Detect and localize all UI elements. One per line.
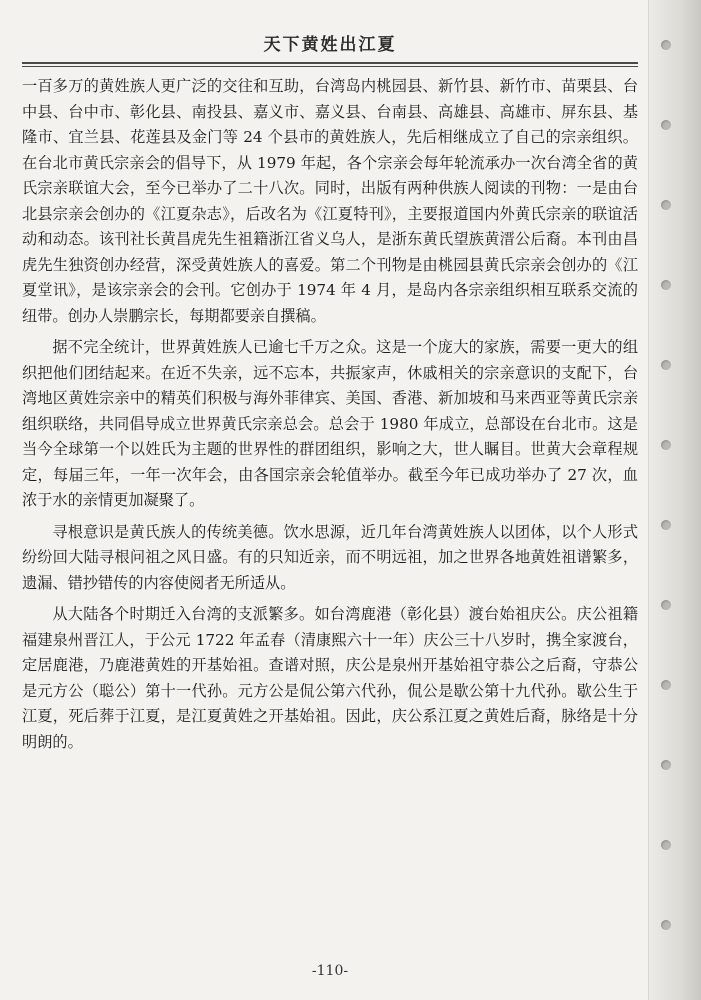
- header-rule: [22, 62, 638, 67]
- punch-hole-icon: [661, 680, 671, 690]
- punch-hole-icon: [661, 200, 671, 210]
- binding-edge: [648, 0, 701, 1000]
- punch-hole-icon: [661, 760, 671, 770]
- punch-hole-icon: [661, 280, 671, 290]
- paragraph: 据不完全统计，世界黄姓族人已逾七千万之众。这是一个庞大的家族，需要一更大的组织把他们团结起来。在近不失亲，远不忘本，共振家声，休戚相关的宗亲意识的支配下，台湾地区黄姓宗亲中的精英们积极与海外菲律宾、美国、香港、新加坡和马来西亚等黄氏宗亲组织联络，共同倡导成立世界黄氏宗亲总会。总会于 1980 年成立，总部设在台北市。这是当今全球第一个以姓氏为主题的世界性的群团组织，影响之大，世人瞩目。世黄大会章程规定，每届三年，一年一次年会，由各国宗亲会轮值举办。截至今年已成功举办了 27 次，血浓于水的亲情更加凝聚了。: [22, 338, 638, 509]
- running-header: 天下黄姓出江夏: [263, 35, 397, 55]
- body-text: [22, 74, 638, 755]
- punch-hole-icon: [661, 360, 671, 370]
- page-number: -110-: [311, 963, 349, 979]
- punch-hole-icon: [661, 40, 671, 50]
- paragraph: 寻根意识是黄氏族人的传统美德。饮水思源，近几年台湾黄姓族人以团体，以个人形式纷纷回大陆寻根问祖之风日盛。有的只知近亲，而不明远祖，加之世界各地黄姓祖谱繁多，遗漏、错抄错传的内容使阅者无所适从。: [22, 522, 638, 592]
- punch-hole-icon: [661, 600, 671, 610]
- punch-hole-icon: [661, 840, 671, 850]
- punch-hole-icon: [661, 520, 671, 530]
- punch-hole-icon: [661, 120, 671, 130]
- paragraph: 从大陆各个时期迁入台湾的支派繁多。如台湾鹿港（彰化县）渡台始祖庆公。庆公祖籍福建泉州晋江人，于公元 1722 年孟春（清康熙六十一年）庆公三十八岁时，携全家渡台，定居鹿港，乃鹿港黄姓的开基始祖。查谱对照，庆公是泉州开基始祖守恭公之后裔，守恭公是元方公（聪公）第十一代孙。元方公是侃公第六代孙，侃公是歇公第十九代孙。歇公生于江夏，死后葬于江夏，是江夏黄姓之开基始祖。因此，庆公系江夏之黄姓后裔，脉络是十分明朗的。: [22, 605, 638, 751]
- punch-hole-icon: [661, 440, 671, 450]
- punch-hole-icon: [661, 920, 671, 930]
- paragraph: 一百多万的黄姓族人更广泛的交往和互助，台湾岛内桃园县、新竹县、新竹市、苗栗县、台中县、台中市、彰化县、南投县、嘉义市、嘉义县、台南县、高雄县、高雄市、屏东县、基隆市、宜兰县、花莲县及金门等 24 个县市的黄姓族人，先后相继成立了自己的宗亲组织。在台北市黄氏宗亲会的倡导下，从 1979 年起，各个宗亲会每年轮流承办一次台湾全省的黄氏宗亲联谊大会，至今已举办了二十八次。同时，出版有两种供族人阅读的刊物：一是由台北县宗亲会创办的《江夏杂志》，后改名为《江夏特刊》，主要报道国内外黄氏宗亲的联谊活动和动态。该刊社长黄昌虎先生祖籍浙江省义乌人，是浙东黄氏望族黄溍公后裔。本刊由昌虎先生独资创办经营，深受黄姓族人的喜爱。第二个刊物是由桃园县黄氏宗亲会创办的《江夏堂讯》，是该宗亲会的会刊。它创办于 1974 年 4 月，是岛内各宗亲组织相互联系交流的纽带。创办人崇鹏宗长，每期都要亲自撰稿。: [22, 77, 638, 325]
